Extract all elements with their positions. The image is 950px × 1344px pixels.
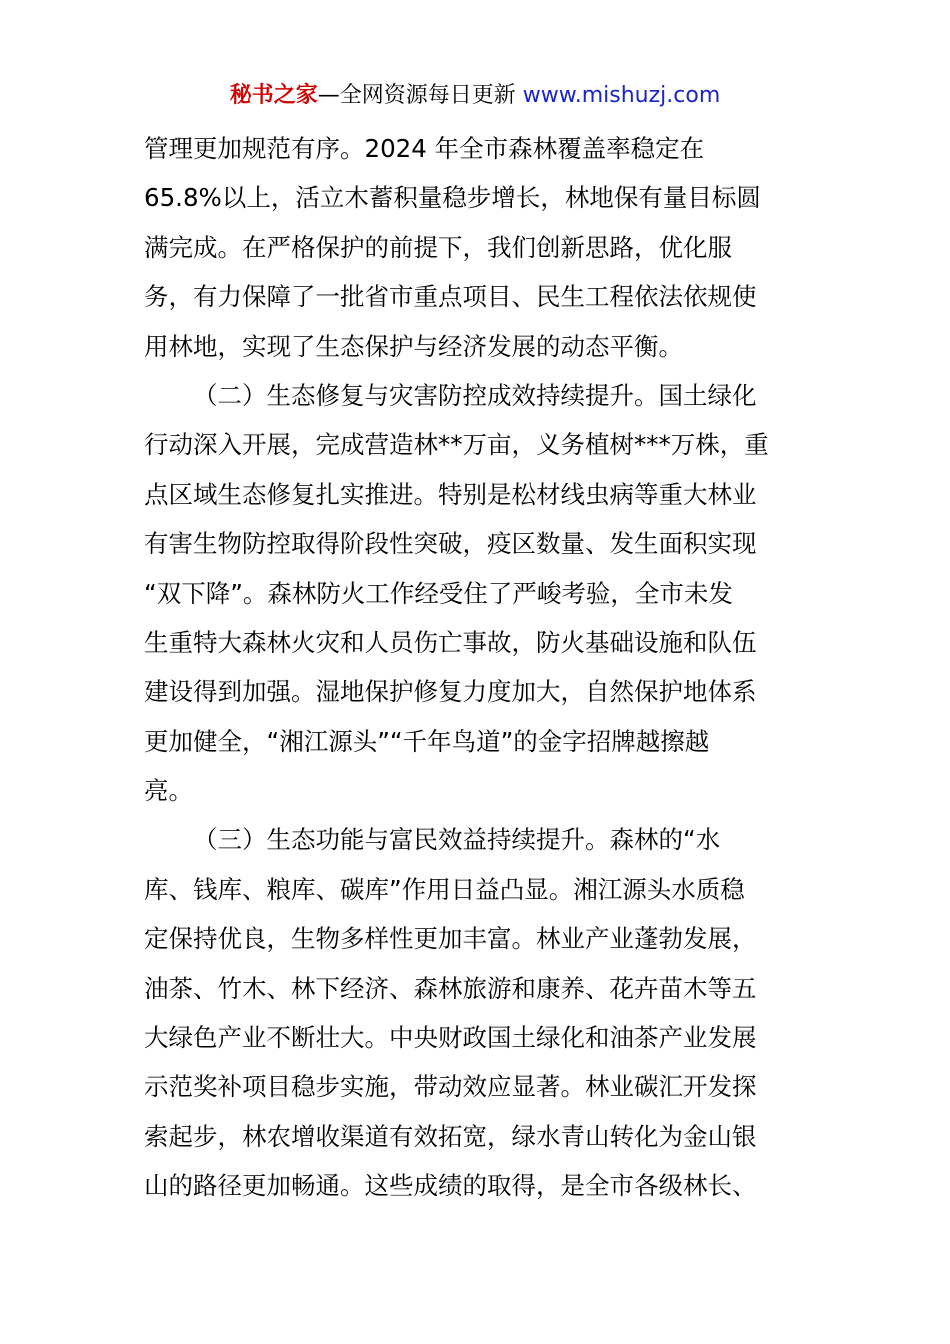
- text-line: 生重特大森林火灾和人员伤亡事故，防火基础设施和队伍: [144, 627, 757, 657]
- text-line: 油茶、竹木、林下经济、森林旅游和康养、花卉苗木等五: [144, 973, 757, 1003]
- text-line: 管理更加规范有序。2024 年全市森林覆盖率稳定在: [144, 134, 705, 163]
- text-line: 大绿色产业不断壮大。中央财政国土绿化和油茶产业发展: [144, 1023, 757, 1053]
- text-line: 65.8%以上，活立木蓄积量稳步增长，林地保有量目标圆: [144, 183, 761, 213]
- section-two-heading-line: （二）生态修复与灾害防控成效持续提升。国土绿化: [193, 380, 757, 410]
- text-line: 定保持优良，生物多样性更加丰富。林业产业蓬勃发展，: [144, 924, 757, 954]
- text-line: 示范奖补项目稳步实施，带动效应显著。林业碳汇开发探: [144, 1072, 757, 1102]
- site-url-link[interactable]: www.mishuzj.com: [522, 83, 721, 108]
- text-line: 建设得到加强。湿地保护修复力度加大，自然保护地体系: [144, 677, 757, 707]
- text-line: 务，有力保障了一批省市重点项目、民生工程依法依规使: [144, 282, 757, 312]
- text-line: 点区域生态修复扎实推进。特别是松材线虫病等重大林业: [144, 479, 757, 509]
- site-name: 秘书之家: [229, 83, 318, 108]
- text-line: 有害生物防控取得阶段性突破，疫区数量、发生面积实现: [144, 529, 757, 559]
- text-line: 山的路径更加畅通。这些成绩的取得，是全市各级林长、: [144, 1171, 757, 1201]
- text-line: 行动深入开展，完成营造林**万亩，义务植树***万株，重: [144, 430, 769, 460]
- page-header: [0, 80, 950, 112]
- section-three-heading-line: （三）生态功能与富民效益持续提升。森林的“水: [193, 825, 721, 855]
- text-line: “双下降”。森林防火工作经受住了严峻考验，全市未发: [144, 578, 733, 608]
- text-line: 满完成。在严格保护的前提下，我们创新思路，优化服: [144, 232, 732, 262]
- text-line: 亮。: [144, 776, 193, 806]
- text-line: 用林地，实现了生态保护与经济发展的动态平衡。: [144, 331, 683, 361]
- site-tagline: —全网资源每日更新: [317, 83, 523, 108]
- body-text: [144, 124, 808, 1211]
- text-line: 更加健全，“湘江源头”“千年鸟道”的金字招牌越擦越: [144, 726, 710, 756]
- text-line: 索起步，林农增收渠道有效拓宽，绿水青山转化为金山银: [144, 1121, 757, 1151]
- text-line: 库、钱库、粮库、碳库”作用日益凸显。湘江源头水质稳: [144, 874, 745, 904]
